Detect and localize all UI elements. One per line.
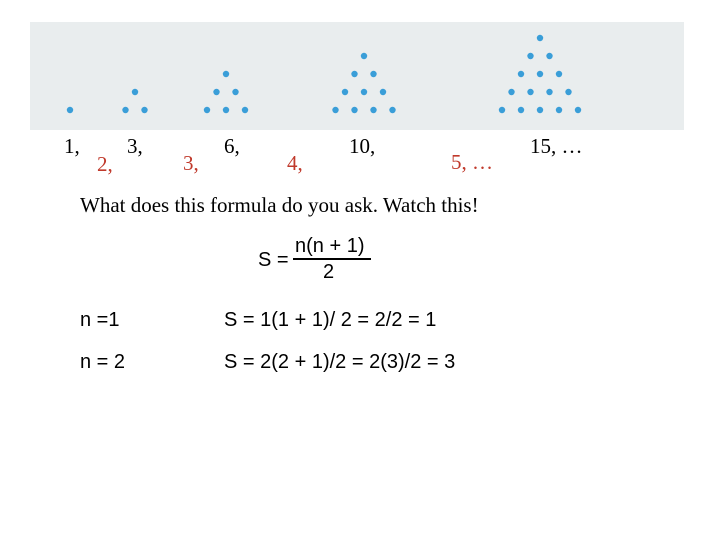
dot (332, 107, 338, 113)
dot-triangles-figure (30, 22, 684, 130)
dot (518, 71, 524, 77)
question-text: What does this formula do you ask. Watch this! (80, 193, 479, 217)
dot (213, 89, 219, 95)
dot (380, 89, 386, 95)
dot (537, 107, 543, 113)
dot (527, 89, 533, 95)
dot (141, 107, 147, 113)
triangular-number-5: 15, … (530, 134, 583, 158)
dot (499, 107, 505, 113)
dot (67, 107, 73, 113)
dot (132, 89, 138, 95)
dot (518, 107, 524, 113)
dot-triangle-4 (332, 53, 395, 113)
dot-triangle-5 (499, 35, 581, 113)
dot (223, 71, 229, 77)
triangular-numbers-image (30, 22, 684, 130)
example-1-n: n =1 (80, 309, 120, 331)
counting-number-1: 2, (97, 152, 113, 176)
dot (565, 89, 571, 95)
dot (527, 53, 533, 59)
dot (389, 107, 395, 113)
counting-number-3: 4, (287, 151, 303, 175)
dot (351, 71, 357, 77)
triangular-number-3: 6, (224, 134, 240, 158)
dot (370, 71, 376, 77)
dot (361, 53, 367, 59)
dot-triangle-2 (122, 89, 147, 113)
dot (537, 35, 543, 41)
dot (361, 89, 367, 95)
dot (556, 71, 562, 77)
dot (546, 53, 552, 59)
formula-denominator: 2 (323, 261, 335, 283)
dot (508, 89, 514, 95)
triangular-number-1: 1, (64, 134, 80, 158)
formula-lhs: S = (258, 249, 289, 271)
dot (537, 71, 543, 77)
dot-triangle-1 (67, 107, 73, 113)
counting-number-4: 5, … (451, 150, 493, 174)
counting-number-2: 3, (183, 151, 199, 175)
dot (546, 89, 552, 95)
formula-numerator: n(n + 1) (295, 235, 365, 257)
dot (575, 107, 581, 113)
fraction-bar (293, 258, 371, 260)
triangular-number-2: 3, (127, 134, 143, 158)
dot (342, 89, 348, 95)
example-2-calc: S = 2(2 + 1)/2 = 2(3)/2 = 3 (224, 351, 456, 373)
dot (556, 107, 562, 113)
triangular-number-4: 10, (349, 134, 376, 158)
dot (242, 107, 248, 113)
dot (204, 107, 210, 113)
example-2-n: n = 2 (80, 351, 126, 373)
dot (223, 107, 229, 113)
dot (122, 107, 128, 113)
dot (351, 107, 357, 113)
dot (232, 89, 238, 95)
dot-triangle-3 (204, 71, 248, 113)
example-1-calc: S = 1(1 + 1)/ 2 = 2/2 = 1 (224, 309, 437, 331)
dot (370, 107, 376, 113)
